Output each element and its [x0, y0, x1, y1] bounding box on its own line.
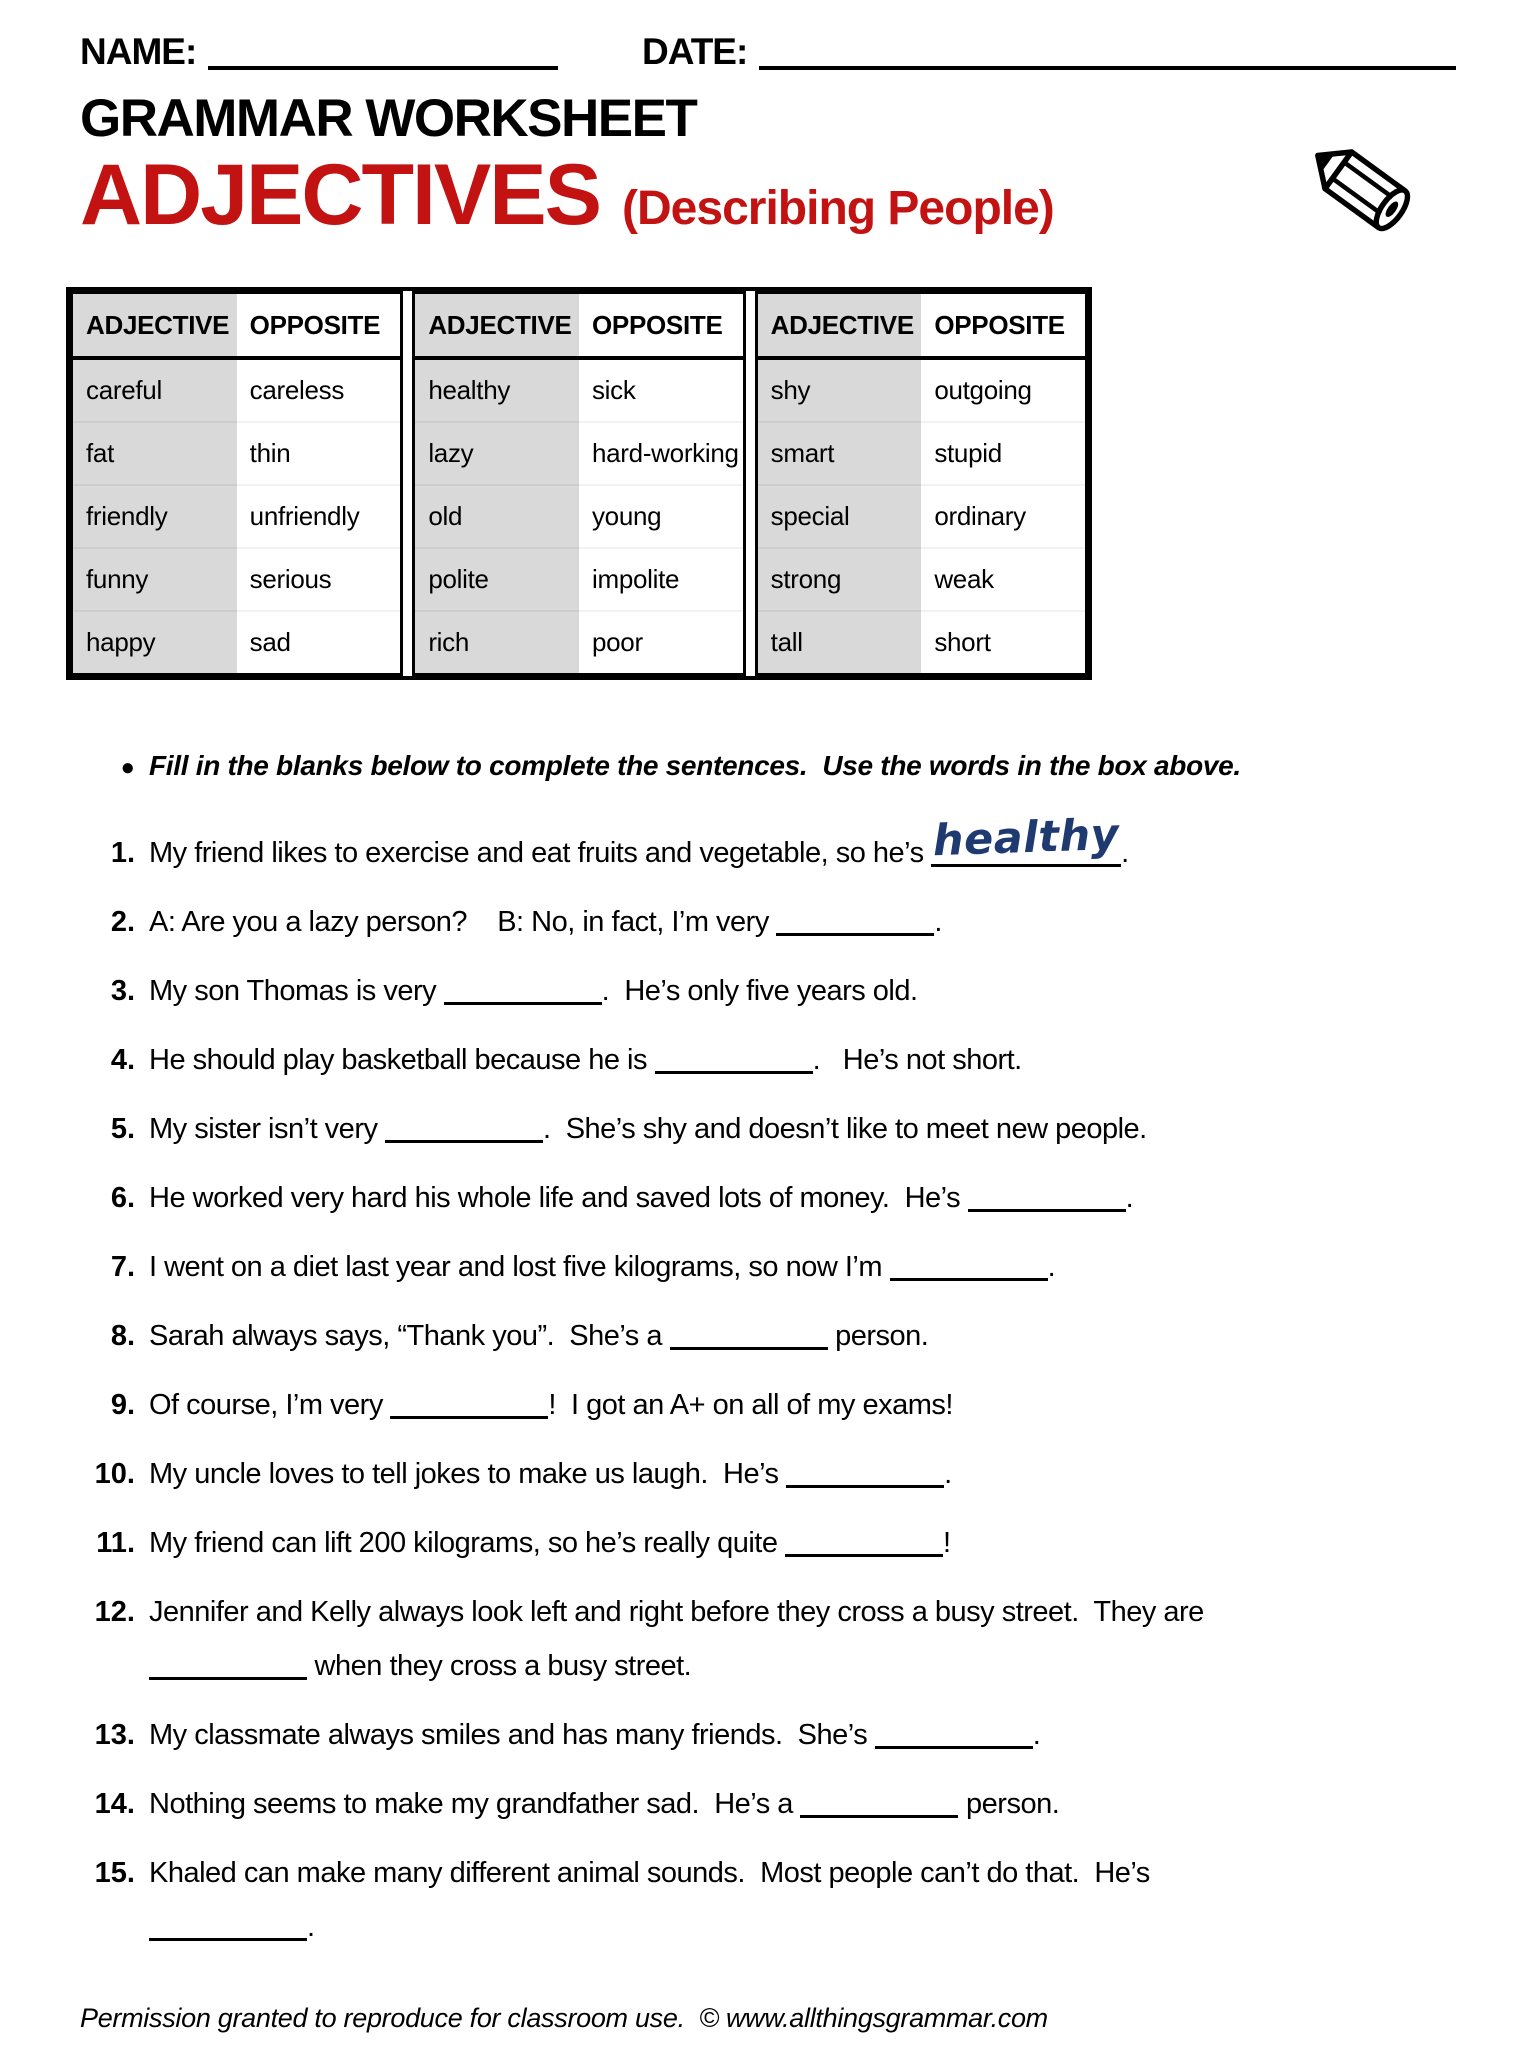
item-sentence: [149, 1585, 1456, 1693]
adjective-cell: strong: [756, 548, 921, 611]
sentence-text: My son Thomas is very: [149, 975, 444, 1008]
opposite-cell: impolite: [579, 548, 744, 611]
opposite-cell: thin: [237, 422, 402, 485]
word-row: [756, 548, 1086, 611]
date-field: [642, 32, 1456, 73]
sentence-text: .: [934, 906, 942, 939]
opposite-cell: ordinary: [921, 485, 1086, 548]
word-row: [414, 485, 744, 548]
adjective-cell: tall: [756, 611, 921, 675]
instruction-text: Fill in the blanks below to complete the sentences. Use the words in the box above.: [149, 750, 1241, 782]
exercise-item: [80, 895, 1456, 949]
handwritten-answer: healthy: [932, 810, 1121, 867]
opposite-cell: short: [921, 611, 1086, 675]
opposite-cell: sad: [237, 611, 402, 675]
opposite-cell: careless: [237, 358, 402, 422]
subtitle-row: [80, 146, 1456, 243]
item-sentence: [149, 1171, 1456, 1225]
item-sentence: [149, 895, 1456, 949]
sentence-text: Khaled can make many different animal sounds. Most people can’t do that. He’s: [149, 1857, 1150, 1890]
item-sentence: [149, 1033, 1456, 1087]
item-sentence: [149, 1777, 1456, 1831]
sentence-text: Nothing seems to make my grandfather sad. He’s a: [149, 1788, 801, 1821]
opposite-column-header: OPPOSITE: [921, 293, 1086, 359]
opposite-cell: outgoing: [921, 358, 1086, 422]
exercise-item: [80, 1240, 1456, 1294]
item-sentence: [149, 1846, 1456, 1954]
item-number: 5.: [110, 1113, 135, 1146]
word-table-group: [755, 291, 1088, 676]
item-sentence: [149, 1516, 1456, 1570]
instruction-row: [80, 750, 1456, 782]
exercise-item: [80, 1378, 1456, 1432]
item-sentence: [149, 810, 1456, 880]
sentence-text: .: [1047, 1251, 1056, 1284]
date-fill-line[interactable]: [759, 58, 1456, 70]
answer-blank[interactable]: [786, 1455, 944, 1488]
adjective-column-header: ADJECTIVE: [756, 293, 921, 359]
word-row: [72, 422, 402, 485]
item-sentence: [149, 1447, 1456, 1501]
item-number: 11.: [96, 1527, 135, 1560]
adjective-cell: rich: [414, 611, 579, 675]
exercise-item: [80, 1033, 1456, 1087]
adjective-cell: old: [414, 485, 579, 548]
item-number: 7.: [110, 1251, 135, 1284]
adjective-cell: shy: [756, 358, 921, 422]
answer-blank[interactable]: [444, 972, 602, 1005]
opposite-cell: hard-working: [579, 422, 744, 485]
name-field: [80, 32, 558, 73]
sentence-text: Jennifer and Kelly always look left and right before they cross a busy street. They are: [149, 1596, 1204, 1629]
answer-blank[interactable]: [390, 1386, 548, 1419]
item-sentence: [149, 1240, 1456, 1294]
item-number: 12.: [94, 1596, 135, 1629]
opposite-cell: sick: [579, 358, 744, 422]
word-row: [414, 358, 744, 422]
adjective-cell: funny: [72, 548, 237, 611]
word-row: [414, 611, 744, 675]
item-number: 6.: [110, 1182, 135, 1215]
name-label: NAME:: [80, 31, 197, 72]
item-sentence: [149, 1102, 1456, 1156]
page-title: GRAMMAR WORKSHEET: [80, 88, 697, 148]
adjective-cell: lazy: [414, 422, 579, 485]
word-row: [756, 485, 1086, 548]
word-row: [72, 358, 402, 422]
answer-blank[interactable]: [776, 903, 934, 936]
adjective-cell: polite: [414, 548, 579, 611]
exercise-item: [80, 1171, 1456, 1225]
word-table-group: [412, 291, 745, 676]
sentence-text: .: [944, 1458, 952, 1491]
sentence-text: ! I got an A+ on all of my exams!: [548, 1389, 953, 1422]
sentence-text: My friend likes to exercise and eat fruits and vegetable, so he’s: [149, 837, 932, 870]
sentence-text: He worked very hard his whole life and saved lots of money. He’s: [149, 1182, 968, 1215]
exercise-item: [80, 1447, 1456, 1501]
adjective-column-header: ADJECTIVE: [72, 293, 237, 359]
answer-blank[interactable]: [890, 1248, 1048, 1281]
bullet-icon: ●: [120, 754, 135, 782]
sentence-text: . She’s shy and doesn’t like to meet new people.: [543, 1113, 1147, 1146]
exercise-item: [80, 1846, 1456, 1954]
exercise-item: [80, 1777, 1456, 1831]
answer-blank[interactable]: [385, 1110, 543, 1143]
sentence-text: He should play basketball because he is: [149, 1044, 655, 1077]
word-row: [414, 548, 744, 611]
answer-blank[interactable]: [149, 1908, 307, 1941]
pencil-icon: [1296, 130, 1432, 248]
sentence-text: . He’s only five years old.: [601, 975, 918, 1008]
answer-blank[interactable]: [875, 1716, 1033, 1749]
sentence-text: My friend can lift 200 kilograms, so he’s really quite: [149, 1527, 786, 1560]
adjective-cell: happy: [72, 611, 237, 675]
sentence-text: person.: [958, 1788, 1060, 1821]
opposite-cell: serious: [237, 548, 402, 611]
sentence-text: My classmate always smiles and has many friends. She’s: [149, 1719, 875, 1752]
item-number: 10.: [94, 1458, 135, 1491]
item-number: 8.: [110, 1320, 135, 1353]
opposite-column-header: OPPOSITE: [579, 293, 744, 359]
opposite-cell: young: [579, 485, 744, 548]
item-number: 15.: [94, 1857, 135, 1890]
word-row: [72, 485, 402, 548]
answer-blank[interactable]: [800, 1785, 958, 1818]
opposite-cell: unfriendly: [237, 485, 402, 548]
word-row: [756, 358, 1086, 422]
sentence-text: My uncle loves to tell jokes to make us laugh. He’s: [149, 1458, 787, 1491]
item-number: 4.: [110, 1044, 135, 1077]
exercise-list: [80, 810, 1456, 1954]
adjective-cell: careful: [72, 358, 237, 422]
sentence-text: My sister isn’t very: [149, 1113, 386, 1146]
answer-blank[interactable]: [670, 1317, 828, 1350]
exercise-item: [80, 1309, 1456, 1363]
sentence-text: . He’s not short.: [812, 1044, 1022, 1077]
adjective-cell: smart: [756, 422, 921, 485]
word-table-group: [70, 291, 403, 676]
item-sentence: [149, 1708, 1456, 1762]
sentence-text: when they cross a busy street.: [307, 1650, 692, 1683]
word-row: [414, 422, 744, 485]
opposite-cell: poor: [579, 611, 744, 675]
item-number: 9.: [110, 1389, 135, 1422]
sentence-text: .: [1032, 1719, 1041, 1752]
adjective-column-header: ADJECTIVE: [414, 293, 579, 359]
answer-blank[interactable]: [785, 1524, 943, 1557]
word-table: [66, 287, 1092, 680]
answer-blank[interactable]: [149, 1647, 307, 1680]
footer-copyright: Permission granted to reproduce for classroom use. © www.allthingsgrammar.com: [80, 2003, 1048, 2033]
item-number: 1.: [110, 837, 135, 870]
opposite-cell: weak: [921, 548, 1086, 611]
opposite-column-header: OPPOSITE: [237, 293, 402, 359]
opposite-cell: stupid: [921, 422, 1086, 485]
sentence-text: person.: [827, 1320, 929, 1353]
sentence-text: Sarah always says, “Thank you”. She’s a: [149, 1320, 670, 1353]
worksheet-topic: ADJECTIVES: [80, 146, 601, 243]
worksheet-topic-note: (Describing People): [622, 181, 1054, 235]
adjective-cell: special: [756, 485, 921, 548]
sentence-text: .: [1125, 1182, 1134, 1215]
date-label: DATE:: [642, 31, 748, 72]
item-number: 13.: [94, 1719, 135, 1752]
sentence-text: !: [943, 1527, 951, 1560]
item-sentence: [149, 964, 1456, 1018]
exercise-item: [80, 1585, 1456, 1693]
answer-blank[interactable]: [968, 1179, 1126, 1212]
name-fill-line[interactable]: [208, 58, 558, 70]
item-number: 14.: [94, 1788, 135, 1821]
item-sentence: [149, 1309, 1456, 1363]
item-number: 2.: [110, 906, 135, 939]
sentence-text: .: [307, 1911, 315, 1944]
exercise-item: [80, 1516, 1456, 1570]
word-row: [72, 548, 402, 611]
word-row: [756, 611, 1086, 675]
sentence-text: I went on a diet last year and lost five kilograms, so now I’m: [149, 1251, 890, 1284]
exercise-item: [80, 964, 1456, 1018]
word-row: [756, 422, 1086, 485]
answer-blank[interactable]: [655, 1041, 813, 1074]
adjective-cell: friendly: [72, 485, 237, 548]
name-date-row: [80, 32, 1456, 73]
adjective-cell: fat: [72, 422, 237, 485]
exercise-item: [80, 1102, 1456, 1156]
sentence-text: Of course, I’m very: [149, 1389, 391, 1422]
exercise-item: [80, 1708, 1456, 1762]
exercise-item: [80, 810, 1456, 880]
word-row: [72, 611, 402, 675]
sentence-text: .: [1121, 837, 1129, 870]
answer-blank[interactable]: [931, 810, 1121, 867]
item-number: 3.: [110, 975, 135, 1008]
adjective-cell: healthy: [414, 358, 579, 422]
item-sentence: [149, 1378, 1456, 1432]
sentence-text: A: Are you a lazy person? B: No, in fact, I’m very: [149, 906, 777, 939]
